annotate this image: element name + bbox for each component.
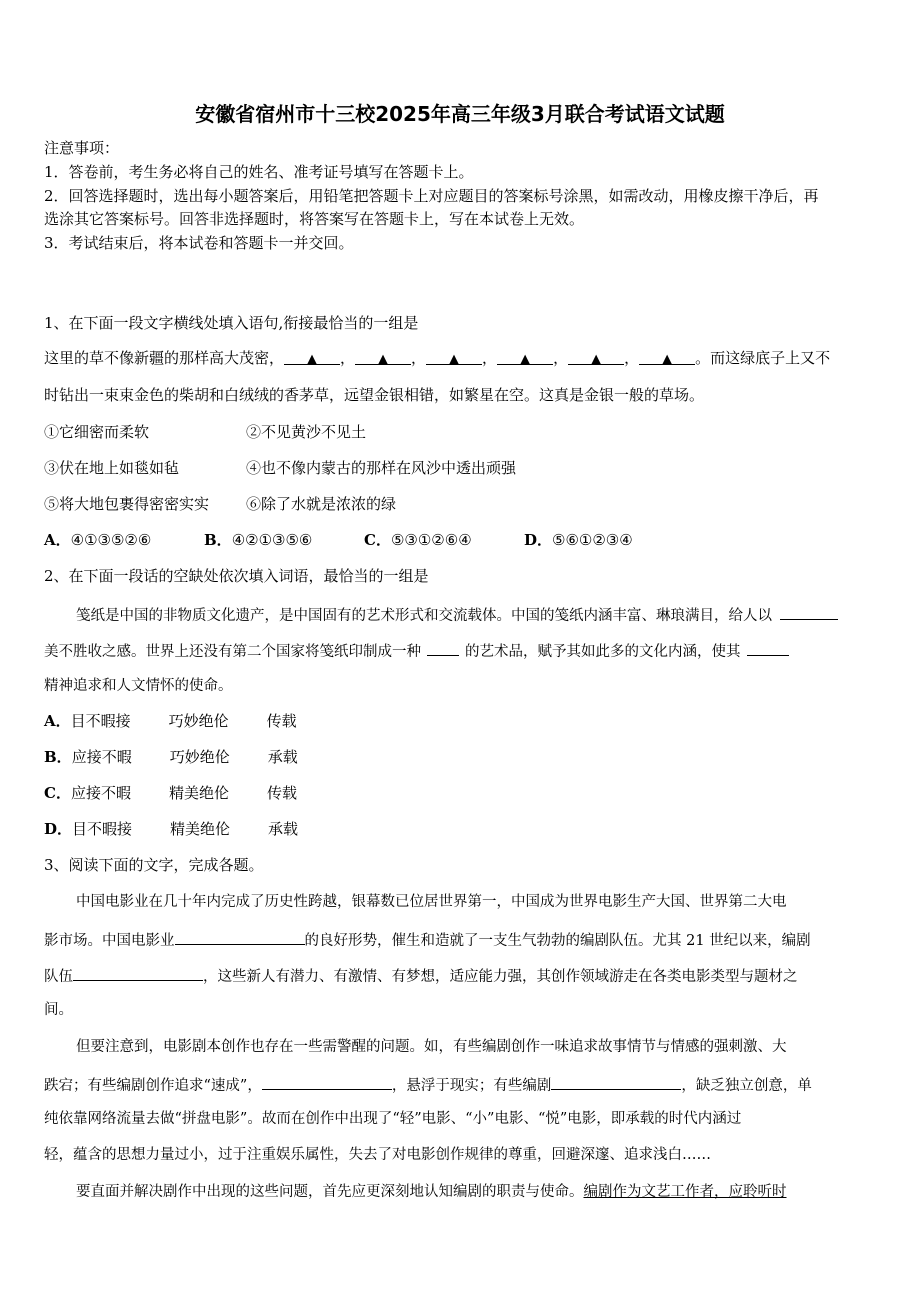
notice-item: 3．考试结束后，将本试卷和答题卡一并交回。 [44, 234, 354, 252]
q1-sentence: ①它细密而柔软 [44, 423, 150, 441]
q2-option-b[interactable] [44, 747, 298, 767]
q3-p2-line3: 纯依靠网络流量去做“拼盘电影”。故而在创作中出现了“轻”电影、“小”电影、“悦”电影，即承载的时代内涵过 [44, 1111, 742, 1127]
q1-option-d[interactable] [524, 530, 633, 550]
option-letter: A． [44, 712, 71, 730]
q1-para-end: 。而这绿底子上又不 [695, 349, 831, 367]
q3-p3-line1 [76, 1182, 787, 1202]
q1-blank-5 [568, 348, 624, 365]
q1-option-a[interactable] [44, 530, 151, 550]
q3-text: ，这些新人有潜力、有激情、有梦想，适应能力强，其创作领域游走在各类电影类型与题材之 [203, 969, 798, 985]
q2-option-a[interactable] [44, 711, 297, 731]
option-word: 传载 [266, 712, 297, 730]
q2-passage-line1 [76, 603, 838, 626]
q2-option-d[interactable] [44, 819, 298, 839]
option-word: 巧妙绝伦 [169, 748, 230, 766]
q3-text: 要直面并解决剧作中出现的这些问题，首先应更深刻地认知编剧的职责与使命。 [76, 1184, 584, 1200]
q3-p1-line1: 中国电影业在几十年内完成了历史性跨越，银幕数已位居世界第一，中国成为世界电影生产大国、世界第二大电 [76, 894, 787, 910]
q1-blank-2 [355, 348, 411, 365]
q3-text: 跌宕；有些编剧创作追求“速成”， [44, 1078, 262, 1094]
triangle-mark-icon: ▲ [591, 352, 602, 367]
q1-sentence: ⑤将大地包裹得密密实实 [44, 495, 210, 513]
q1-option-b[interactable] [204, 530, 312, 550]
q3-underlined-text: 编剧作为文艺工作者，应聆听时 [583, 1184, 787, 1200]
q2-text: 的艺术品，赋予其如此多的文化内涵，使其 [465, 644, 741, 660]
q3-text: ，缺乏独立创意，单 [681, 1078, 812, 1094]
triangle-mark-icon: ▲ [520, 352, 531, 367]
q3-p2-line4: 轻，蕴含的思想力量过小，过于注重娱乐属性，失去了对电影创作规律的尊重，回避深邃、追求浅白…… [44, 1147, 711, 1163]
q1-blank-6 [639, 348, 695, 365]
q2-blank-3 [747, 639, 789, 656]
option-word: 精美绝伦 [168, 784, 229, 802]
notice-item: 2．回答选择题时，选出每小题答案后，用铅笔把答题卡上对应题目的答案标号涂黑，如需改动，用橡皮擦干净后，再 [44, 187, 819, 205]
q1-stem: 1、在下面一段文字横线处填入语句,衔接最恰当的一组是 [44, 314, 419, 332]
q3-blank-4 [551, 1073, 681, 1090]
option-text: ④①③⑤②⑥ [70, 531, 152, 549]
option-word: 目不暇接 [72, 820, 133, 838]
option-letter: D． [44, 820, 73, 838]
option-text: ⑤③①②⑥④ [390, 531, 472, 549]
q3-p2-line1: 但要注意到，电影剧本创作也存在一些需警醒的问题。如，有些编剧创作一味追求故事情节与情感的强刺激、大 [76, 1039, 787, 1055]
q3-blank-3 [262, 1073, 392, 1090]
option-word: 巧妙绝伦 [168, 712, 229, 730]
page-title: 安徽省宿州市十三校2025年高三年级3月联合考试语文试题 [195, 102, 725, 126]
option-letter: C． [364, 531, 391, 549]
option-word: 承载 [267, 748, 298, 766]
q1-option-c[interactable] [364, 530, 472, 550]
q1-para-start: 这里的草不像新疆的那样高大茂密， [44, 349, 285, 367]
q2-text: 美不胜收之感。世界上还没有第二个国家将笺纸印制成一种 [44, 644, 421, 660]
option-text: ④②①③⑤⑥ [231, 531, 313, 549]
triangle-mark-icon: ▲ [378, 352, 389, 367]
q2-blank-1 [780, 603, 838, 620]
option-word: 目不暇接 [70, 712, 131, 730]
q3-text: ，悬浮于现实；有些编剧 [391, 1078, 552, 1094]
q2-stem: 2、在下面一段话的空缺处依次填入词语，最恰当的一组是 [44, 567, 429, 585]
q2-text: 笺纸是中国的非物质文化遗产，是中国固有的艺术形式和交流载体。中国的笺纸内涵丰富、琳琅满目，给人以 [76, 608, 772, 624]
q3-text: 影市场。中国电影业 [44, 933, 175, 949]
option-letter: D． [524, 531, 553, 549]
q1-blank-4 [497, 348, 553, 365]
notice-item: 1．答卷前，考生务必将自己的姓名、准考证号填写在答题卡上。 [44, 163, 474, 181]
option-word: 应接不暇 [71, 748, 132, 766]
q3-p1-line2 [44, 928, 811, 951]
q3-text: 队伍 [44, 969, 73, 985]
q2-passage-line2 [44, 639, 789, 662]
q1-sep: ， [624, 349, 640, 367]
q1-paragraph-line2: 时钻出一束束金色的柴胡和白绒绒的香茅草，远望金银相错，如繁星在空。这真是金银一般的草场。 [44, 386, 705, 404]
option-text: ⑤⑥①②③④ [552, 531, 633, 549]
q3-p2-line2 [44, 1073, 812, 1096]
triangle-mark-icon: ▲ [307, 352, 318, 367]
notice-heading: 注意事项： [44, 139, 120, 157]
option-word: 承载 [268, 820, 299, 838]
triangle-mark-icon: ▲ [449, 352, 460, 367]
q1-paragraph-line1 [44, 348, 830, 368]
q1-sep: ， [340, 349, 356, 367]
option-letter: B． [204, 531, 232, 549]
q1-blank-1 [284, 348, 340, 365]
option-word: 传载 [266, 784, 297, 802]
triangle-mark-icon: ▲ [662, 352, 673, 367]
q1-sep: ， [553, 349, 569, 367]
option-word: 应接不暇 [70, 784, 131, 802]
q1-sentence: ②不见黄沙不见土 [246, 423, 367, 441]
q2-passage-line3: 精神追求和人文情怀的使命。 [44, 678, 233, 694]
q3-stem: 3、阅读下面的文字，完成各题。 [44, 856, 264, 874]
q1-sep: ， [411, 349, 427, 367]
q1-sentence: ③伏在地上如毯如毡 [44, 459, 180, 477]
notice-item: 选涂其它答案标号。回答非选择题时，将答案写在答题卡上，写在本试卷上无效。 [44, 210, 585, 228]
q2-option-c[interactable] [44, 783, 297, 803]
option-letter: B． [44, 748, 72, 766]
option-letter: C． [44, 784, 71, 802]
q1-sep: ， [482, 349, 498, 367]
option-word: 精美绝伦 [170, 820, 231, 838]
option-letter: A． [44, 531, 71, 549]
q3-blank-1 [175, 928, 305, 945]
q3-text: 的良好形势，催生和造就了一支生气勃勃的编剧队伍。尤其 21 世纪以来，编剧 [304, 933, 811, 949]
q1-sentence: ④也不像内蒙古的那样在风沙中透出顽强 [246, 459, 517, 477]
q3-blank-2 [73, 964, 203, 981]
q3-p1-line4: 间。 [44, 1002, 73, 1018]
q2-blank-2 [427, 639, 459, 656]
q3-p1-line3 [44, 964, 798, 987]
q1-sentence: ⑥除了水就是浓浓的绿 [246, 495, 397, 513]
q1-blank-3 [426, 348, 482, 365]
